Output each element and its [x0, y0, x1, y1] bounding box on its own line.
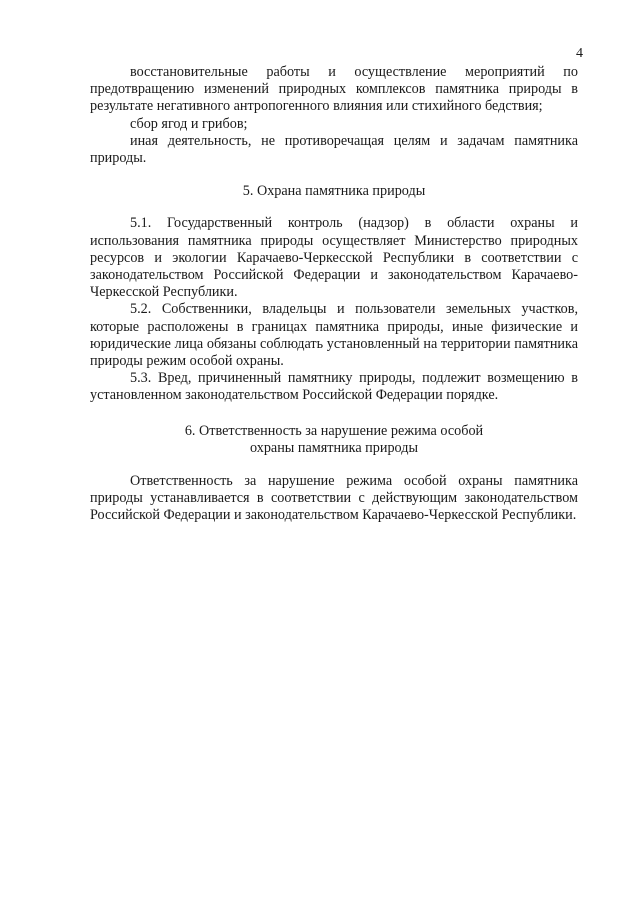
paragraph-5-2: 5.2. Собственники, владельцы и пользователи земельных участков, которые расположены в границах памятника природы, иные физические и юридические лица обязаны соблюдать установленный на территории памятника природы режим особой охраны. — [90, 301, 578, 370]
paragraph-5-1: 5.1. Государственный контроль (надзор) в области охраны и использования памятника природы осуществляет Министерство природных ресурсов и экологии Карачаево-Черкесской Республики в соответствии с законодательством Российской Федерации и законодательством Карачаево-Черкесской Республики. — [90, 215, 578, 301]
section-6-heading-line-1: 6. Ответственность за нарушение режима особой — [184, 422, 484, 439]
paragraph-5-3: 5.3. Вред, причиненный памятнику природы, подлежит возмещению в установленном законодательством Российской Федерации порядке. — [90, 370, 578, 404]
section-6-heading — [90, 423, 578, 457]
paragraph-6-responsibility: Ответственность за нарушение режима особой охраны памятника природы устанавливается в соответствии с действующим законодательством Российской Федерации и законодательством Карачаево-Черкесской Республики. — [90, 473, 578, 524]
paragraph-restoration-works: восстановительные работы и осуществление мероприятий по предотвращению изменений природных комплексов памятника природы в результате негативного антропогенного влияния или стихийного бедствия; — [90, 64, 578, 115]
document-body — [90, 64, 578, 525]
section-6-heading-line-2: охраны памятника природы — [249, 439, 418, 456]
page-number: 4 — [576, 46, 583, 61]
paragraph-other-activity: иная деятельность, не противоречащая целям и задачам памятника природы. — [90, 132, 578, 167]
paragraph-berries-mushrooms: сбор ягод и грибов; — [130, 115, 248, 132]
section-5-heading: 5. Охрана памятника природы — [242, 183, 426, 200]
